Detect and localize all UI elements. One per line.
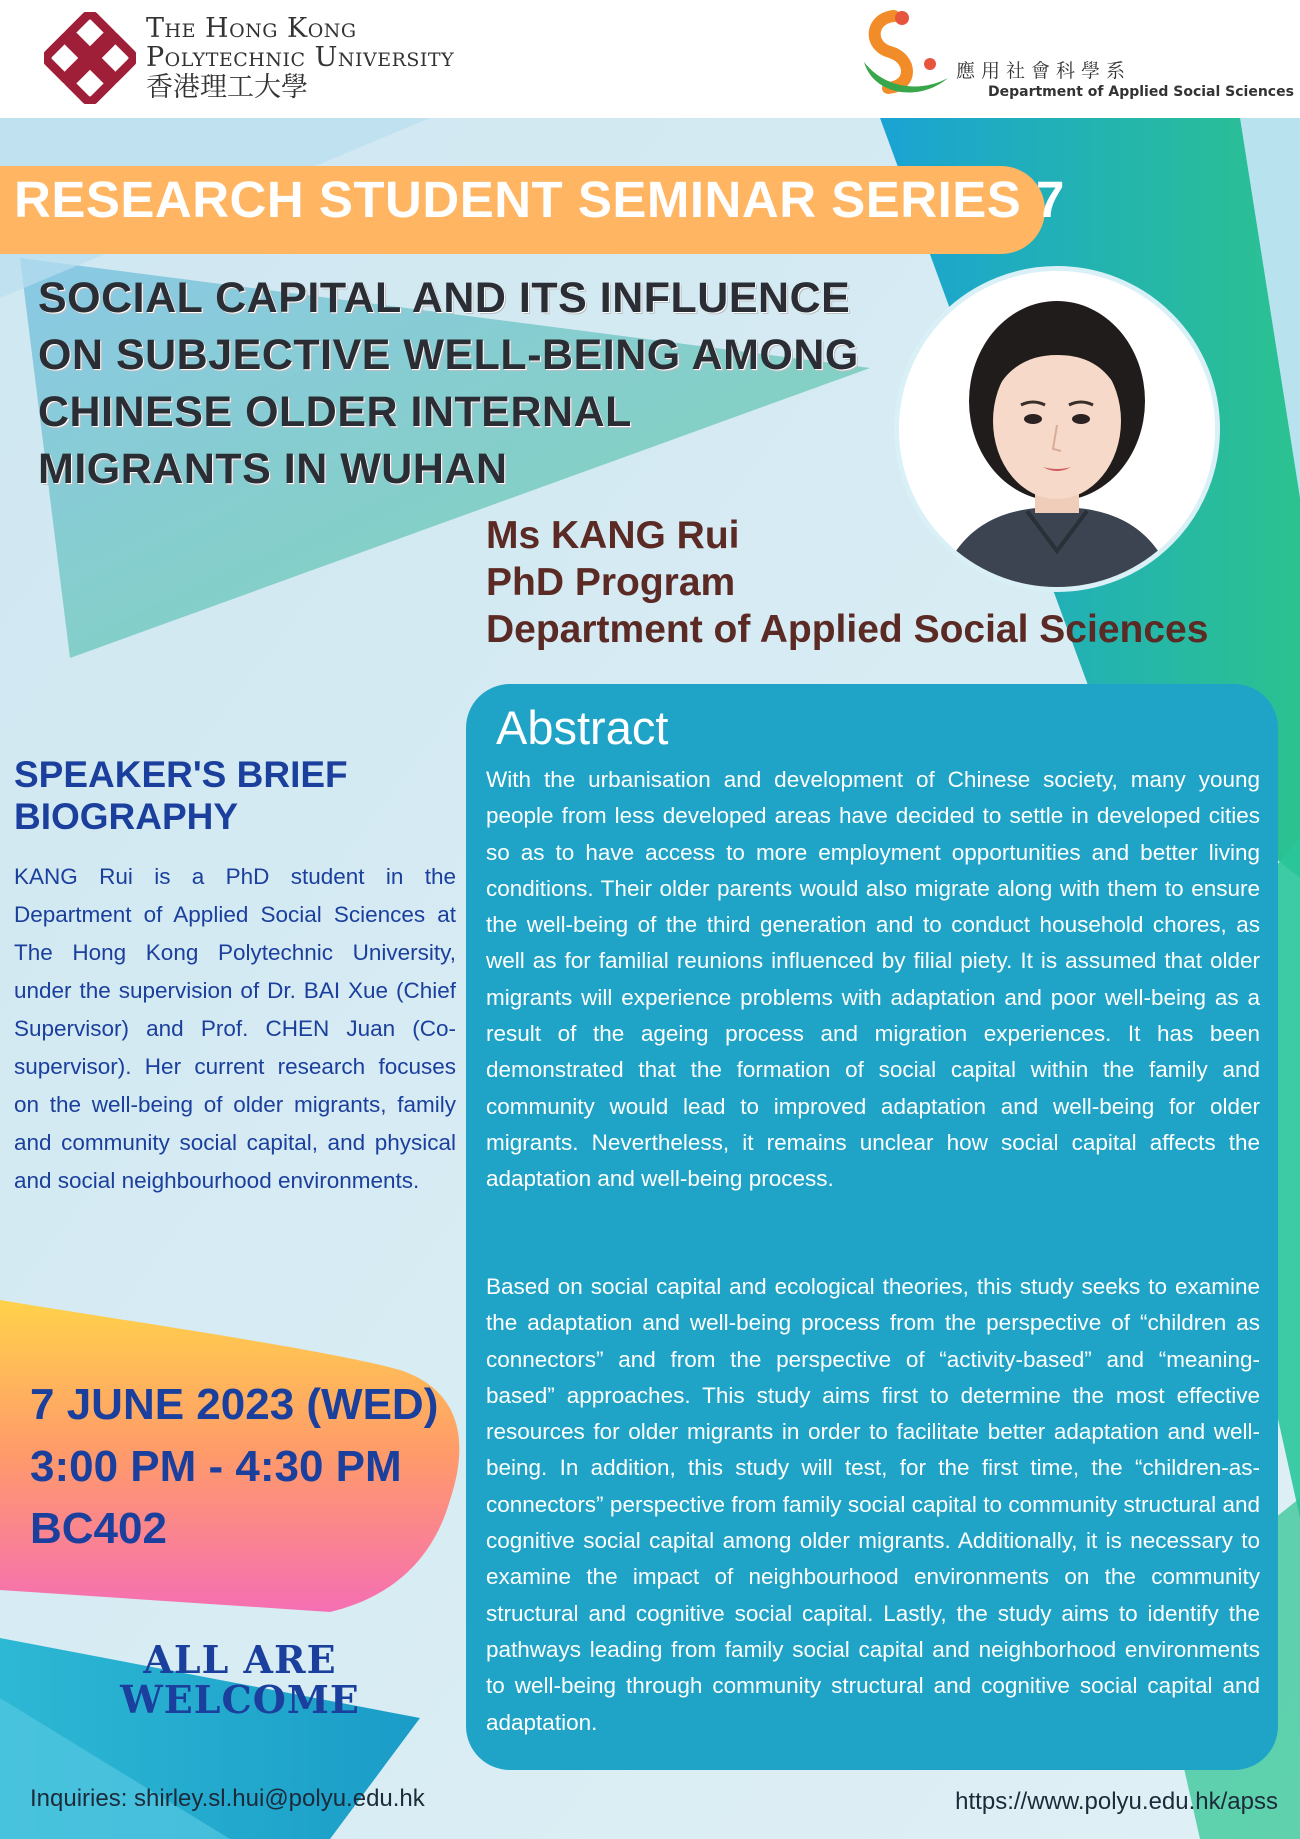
- university-name-line1: The Hong Kong: [146, 13, 357, 44]
- event-date: 7 JUNE 2023 (WED): [30, 1380, 439, 1429]
- department-name-english: Department of Applied Social Sciences: [988, 84, 1294, 100]
- event-time: 3:00 PM - 4:30 PM: [30, 1442, 402, 1491]
- welcome-message: [110, 1637, 370, 1722]
- welcome-line-2: WELCOME: [120, 1677, 360, 1722]
- event-details: [30, 1374, 438, 1560]
- welcome-line-1: ALL ARE: [143, 1637, 337, 1682]
- website-link[interactable]: https://www.polyu.edu.hk/apss: [955, 1788, 1278, 1815]
- biography-text: KANG Rui is a PhD student in the Department of Applied Social Sciences at The Hong Kong Polytechnic University, under the supervision of Dr. BAI Xue (Chief Supervisor) and Prof. CHEN Juan (Co-supervisor). Her current research focuses on the well-being of older migrants, family and community social capital, and physical and social neighbourhood environments.: [14, 864, 456, 1193]
- speaker-info: [486, 512, 1208, 653]
- biography-heading: SPEAKER'S BRIEF BIOGRAPHY: [14, 754, 348, 837]
- abstract-paragraph-2: Based on social capital and ecological theories, this study seeks to examine the adaptation and well-being process from the perspective of “children as connectors” and from the perspective of “activity-based” and “meaning-based” approaches. This study aims first to determine the most effective resources for older migrants in order to facilitate better adaptation and well-being. In addition, this study will test, for the first time, the “children-as-connectors” perspective from family social capital to community structural and cognitive social capital among older migrants. Additionally, it is necessary to examine the impact of neighbourhood environments on the community structural and cognitive social capital. Lastly, the study aims to identify the pathways leading from family social capital and neighborhood environments to well-being through community structural and cognitive social capital and adaptation.: [486, 1274, 1260, 1735]
- department-name-chinese: 應用社會科學系: [956, 60, 1132, 82]
- university-name: [146, 14, 454, 104]
- university-name-chinese: 香港理工大學: [146, 72, 308, 103]
- abstract-paragraph-1: With the urbanisation and development of Chinese society, many young people from less developed areas have decided to settle in developed cities so as to have access to more employment opportunities and better living conditions. Their older parents would also migrate along with them to ensure the well-being of the third generation and to conduct household chores, as well as for familial reunions influenced by filial piety. It is assumed that older migrants will experience problems with adaptation and poor well-being as a result of the ageing process and migration experiences. It has been demonstrated that the formation of social capital within the family and community would lead to improved adaptation and well-being for older migrants. Nevertheless, it remains unclear how social capital affects the adaptation and well-being process.: [486, 767, 1260, 1192]
- seminar-title: SOCIAL CAPITAL AND ITS INFLUENCE ON SUBJECTIVE WELL-BEING AMONG CHINESE OLDER INTERNAL MIGRANTS IN WUHAN: [38, 274, 859, 493]
- event-venue: BC402: [30, 1504, 167, 1553]
- polyu-logo-icon: [44, 12, 136, 104]
- speaker-name: Ms KANG Rui: [486, 514, 740, 557]
- speaker-department: Department of Applied Social Sciences: [486, 608, 1209, 651]
- inquiries-contact[interactable]: Inquiries: shirley.sl.hui@polyu.edu.hk: [30, 1785, 425, 1812]
- speaker-program: PhD Program: [486, 561, 736, 604]
- series-title: RESEARCH STUDENT SEMINAR SERIES 7: [14, 171, 1065, 228]
- abstract-heading: Abstract: [496, 701, 669, 754]
- university-name-line2: Polytechnic University: [146, 42, 455, 73]
- department-logo-icon: [860, 6, 952, 106]
